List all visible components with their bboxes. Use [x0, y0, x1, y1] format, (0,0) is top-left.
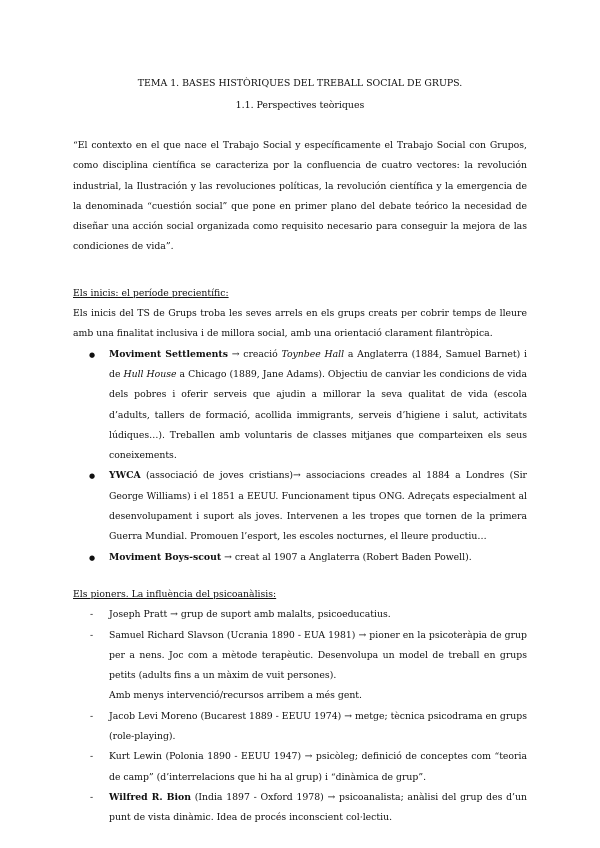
item-text: → creat al 1907 a Anglaterra (Robert Baden Powell). [221, 551, 472, 563]
list-item-moreno [73, 707, 527, 748]
item-text: (associació de joves cristians)→ associacions creades al 1884 a Londres (Sir George Williams) i el 1851 a EEUU. Funcionament tipus ONG. Adreçats especialment al desenvolupament i suport als joves. Intervenen a les tropes que tornen de la primera Guerra Mundial. Promouen l’esport, les escoles nocturnes, el lleure productiu… [109, 470, 527, 543]
item-text: Kurt Lewin (Polonia 1890 - EEUU 1947) → psicòleg; definició de conceptes com “teoria de camp” (d’interrelacions que hi ha al grup) i “dinàmica de grup”. [109, 751, 527, 783]
pioneers-list [73, 605, 527, 828]
list-item-pratt [73, 605, 527, 625]
list-item-slavson [73, 626, 527, 707]
document-subtitle: 1.1. Perspectives teòriques [235, 100, 365, 111]
section-intro-paragraph: Els inicis del TS de Grups troba les seves arrels en els grups creats per cobrir temps de lleure amb una finalitat inclusiva i de millora social, amb una orientació clarament filantròpica. [73, 308, 527, 340]
item-italic-term: Toynbee Hall [281, 348, 345, 360]
item-text: Jacob Levi Moreno (Bucarest 1889 - EEUU 1974) → metge; tècnica psicodrama en grups (role-playing). [109, 710, 527, 743]
list-item-ywca [73, 466, 527, 547]
list-item-lewin [73, 747, 527, 788]
section-heading-inicis: Els inicis: el període precientífic: [73, 287, 229, 299]
item-text: Samuel Richard Slavson (Ucrania 1890 - EUA 1981) → pioner en la psicoteràpia de grup per a nens. Joc com a mètode terapèutic. Desenvolupa un model de treball en grups petits (adults fins a un màxim de vuit persones). [109, 629, 527, 682]
item-text: → creació [227, 348, 282, 360]
item-bold-term: Moviment Settlements [109, 348, 228, 360]
document-title: TEMA 1. BASES HISTÒRIQUES DEL TREBALL SOCIAL DE GRUPS. [137, 78, 463, 89]
item-italic-term: Hull House [123, 368, 177, 380]
item-note: Amb menys intervenció/recursos arribem a més gent. [109, 690, 362, 702]
section-heading-pioners: Els pioners. La influència del psicoanàlisis: [73, 588, 277, 600]
item-text: Joseph Pratt → grup de suport amb malalts, psicoeducatius. [109, 609, 391, 621]
list-item-bion [73, 788, 527, 829]
item-bold-term: Wilfred R. Bion [109, 791, 191, 803]
item-text: (India 1897 - Oxford 1978) → psicoanalista; anàlisi del grup des d’un punt de vista dinàmic. Idea de procés inconscient col·lectiu. [109, 791, 527, 824]
settlements-list [73, 345, 527, 568]
intro-quote: “El contexto en el que nace el Trabajo Social y específicamente el Trabajo Social con Grupos, como disciplina científica se caracteriza por la confluencia de cuatro vectores: la revolución industrial, la Ilustración y las revoluciones políticas, la revolución científica y la emergencia de la denominada “cuestión social” que pone en primer plano del debate teórico la necesidad de diseñar una acción social organizada como requisito necesario para conseguir la mejora de las condiciones de vida”. [73, 140, 527, 253]
list-item-boy-scout [73, 548, 527, 568]
item-bold-term: Moviment Boys-scout [109, 551, 222, 563]
item-text: a Chicago (1889, Jane Adams). Objectiu de canviar les condicions de vida dels pobres i oferir serveis que ajudin a millorar la seva qualitat de vida (escola d’adults, tallers de formació, acollida immigrants, serveis d’higiene i salut, activitats lúdiques…). Treballen amb voluntaris de classes mitjanes que comparteixen els seus coneixements. [109, 368, 527, 462]
list-item-settlements [73, 345, 527, 467]
item-bold-term: YWCA [109, 470, 141, 482]
item-text: a Anglaterra (1884, Samuel Barnet) i de [109, 348, 527, 380]
